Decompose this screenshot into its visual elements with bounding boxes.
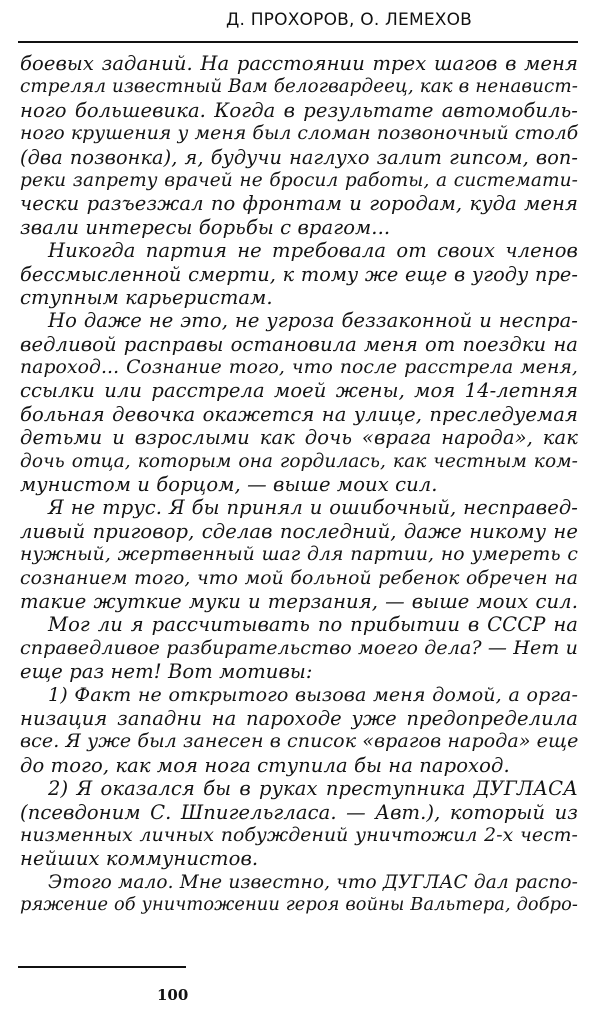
text-line: ссылки или расстрела моей жены, моя 14-летняя bbox=[20, 379, 578, 403]
text-line: Никогда партия не требовала от своих членов bbox=[48, 239, 578, 263]
page-number: 100 bbox=[157, 986, 189, 1004]
text-line: низация западни на пароходе уже предопределила bbox=[20, 706, 578, 730]
text-line: стрелял известный Вам белогвардеец, как в ненавист- bbox=[20, 76, 578, 98]
text-line: ступным карьеристам. bbox=[20, 285, 273, 309]
text-line: детьми и взрослыми как дочь «врага народа», как bbox=[20, 426, 578, 450]
text-line: (два позвонка), я, будучи наглухо залит гипсом, воп- bbox=[20, 145, 578, 169]
text-line: Я не трус. Я бы принял и ошибочный, несправед- bbox=[48, 496, 578, 520]
text-line: мунистом и борцом, — выше моих сил. bbox=[20, 473, 438, 497]
text-line: звали интересы борьбы с врагом... bbox=[20, 215, 391, 239]
text-line: ного большевика. Когда в результате автомобиль- bbox=[20, 98, 578, 122]
text-line: такие жуткие муки и терзания, — выше моих сил. bbox=[20, 589, 578, 613]
text-line: ведливой расправы остановила меня от поездки на bbox=[20, 332, 578, 356]
text-line: боевых заданий. На расстоянии трех шагов в меня bbox=[20, 52, 578, 75]
text-line: ного крушения у меня был сломан позвоночный столб bbox=[20, 123, 579, 145]
text-line: Мог ли я рассчитывать по прибытии в СССР на bbox=[48, 613, 578, 637]
text-line: сознанием того, что мой больной ребенок обречен на bbox=[20, 567, 578, 589]
text-line: пароход... Сознание того, что после расстрела меня, bbox=[20, 357, 578, 379]
text-line: бессмысленной смерти, к тому же еще в угоду пре- bbox=[20, 262, 578, 286]
text-line: чески разъезжал по фронтам и городам, куда меня bbox=[20, 192, 578, 216]
text-line: реки запрету врачей не бросил работы, а системати- bbox=[20, 169, 578, 191]
running-title: Д. ПРОХОРОВ, О. ЛЕМЕХОВ bbox=[226, 10, 473, 30]
body-text bbox=[20, 52, 578, 917]
text-line: справедливое разбирательство моего дела? — Нет и bbox=[20, 636, 578, 659]
text-line: дочь отца, которым она гордилась, как честным ком- bbox=[20, 450, 578, 472]
footer-rule bbox=[18, 966, 186, 968]
text-line: (псевдоним С. Шпигельгласа. — Авт.), который из bbox=[20, 800, 578, 824]
text-line: 2) Я оказался бы в руках преступника ДУГЛАСА bbox=[48, 777, 578, 801]
header-rule bbox=[18, 41, 578, 43]
text-line: ливый приговор, сделав последний, даже никому не bbox=[20, 519, 578, 543]
text-line: еще раз нет! Вот мотивы: bbox=[20, 660, 313, 684]
text-line: до того, как моя нога ступила бы на пароход. bbox=[20, 753, 510, 777]
text-line: нейших коммунистов. bbox=[20, 847, 259, 871]
text-line: Но даже не это, не угроза беззаконной и неспра- bbox=[48, 309, 578, 333]
text-line: Этого мало. Мне известно, что ДУГЛАС дал распо- bbox=[48, 871, 578, 893]
text-line: все. Я уже был занесен в список «врагов народа» еще bbox=[20, 730, 579, 753]
text-line: ряжение об уничтожении героя войны Вальтера, добро- bbox=[20, 895, 578, 916]
text-line: низменных личных побуждений уничтожил 2-х чест- bbox=[20, 824, 578, 846]
text-line: 1) Факт не открытого вызова меня домой, а орга- bbox=[48, 683, 578, 706]
text-line: больная девочка окажется на улице, преследуемая bbox=[20, 402, 578, 426]
text-line: нужный, жертвенный шаг для партии, но умереть с bbox=[20, 544, 578, 566]
